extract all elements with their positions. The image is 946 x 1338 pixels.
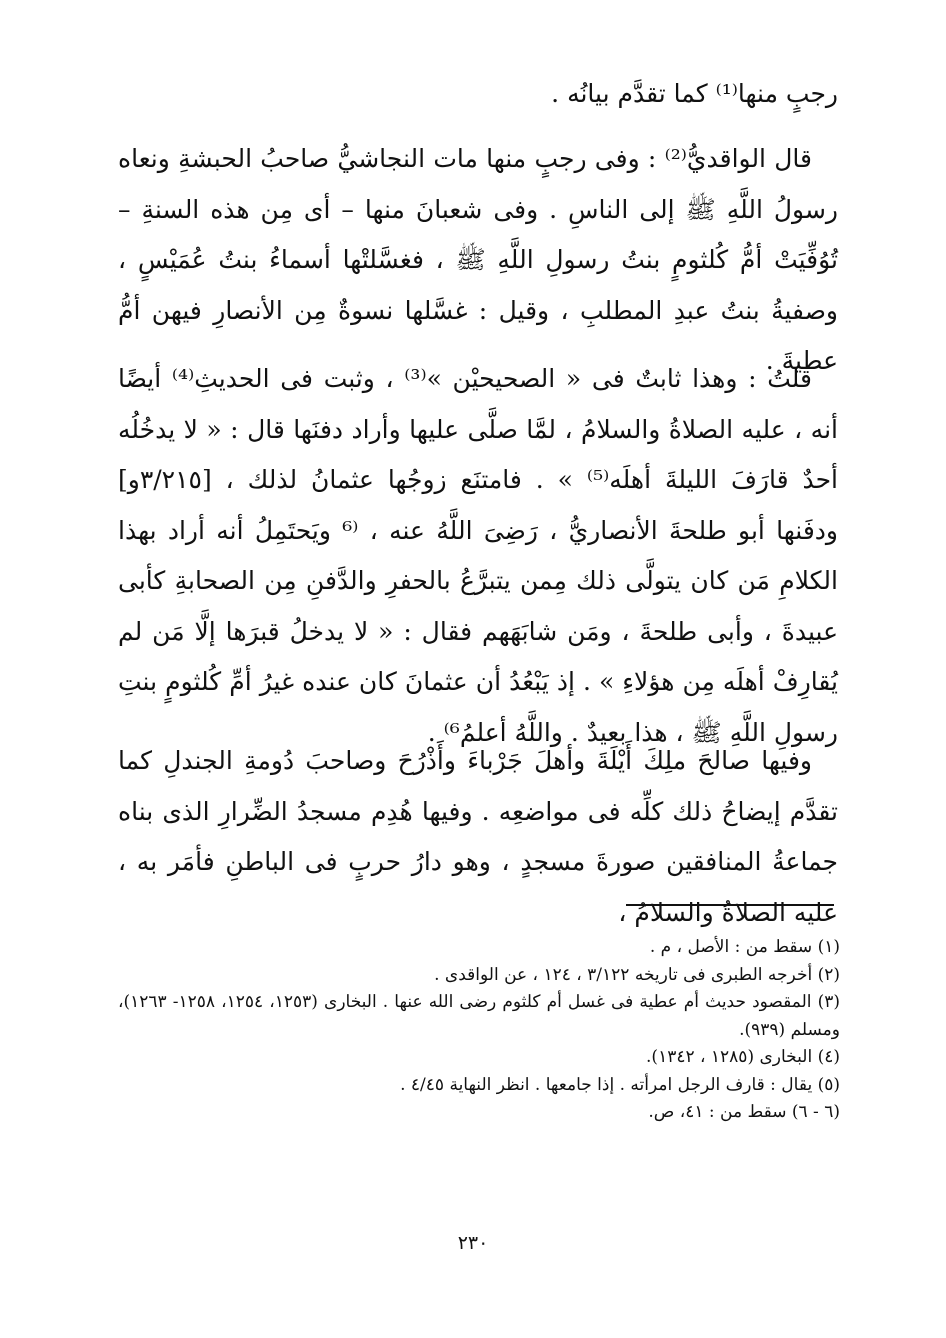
footnote-item: (٥) يقال : قارف الرجل امرأته . إذا جامعها . انظر النهاية ٤/٤٥ . [400,1074,840,1095]
paragraph-continuation: رجبٍ منها⁽¹⁾ كما تقدَّم بيانُه . [551,79,838,108]
footnote-separator [626,904,834,906]
footnotes-list [118,934,840,1127]
footnote-item: (٢) أخرجه الطبرى فى تاريخه ٣/١٢٢ ، ١٢٤ ، عن الواقدى . [434,964,840,985]
paragraph-commentary: قلتُ : وهذا ثابتٌ فى « الصحيحيْن »⁽³⁾ ، وثبت فى الحديثِ⁽⁴⁾ أيضًا أنه ، عليه الصلاةُ والسلامُ ، لمَّا صلَّى عليها وأراد دفنَها قال : « لا يدخُلُه أحدٌ قارَفَ الليلةَ أهلَه⁽⁵⁾ » . فامتنَع زوجُها عثمانُ لذلك ، [٣/٢١٥و] ودفَنها أبو طلحةَ الأنصاريُّ ، رَضِىَ اللَّهُ عنه ، ⁽⁶ ويَحتَمِلُ أنه أراد بهذا الكلامِ مَن كان يتولَّى ذلك مِمن يتبرَّعُ بالحفرِ والدَّفنِ مِن الصحابةِ كأبى عبيدةَ ، وأبى طلحةَ ، ومَن شابَهَهم فقال : « لا يدخلُ قبرَها إلَّا مَن لم يُقارِفْ أهلَه مِن هؤلاءِ » . إذ يَبْعُدُ أن عثمانَ كان عنده غيرُ أمِّ كُلثومٍ بنتِ رسولِ اللَّهِ ﷺ ، هذا بعيدٌ . واللَّهُ أعلمُ⁶⁾ . [118,364,838,747]
paragraph-waqidi: قال الواقديُّ⁽²⁾ : وفى رجبٍ منها مات النجاشيُّ صاحبُ الحبشةِ ونعاه رسولُ اللَّهِ ﷺ إلى الناسِ . وفى شعبانَ منها – أى مِن هذه السنةِ – تُوُفِّيَتْ أمُّ كُلثومٍ بنتُ رسولِ اللَّهِ ﷺ ، فغسَّلتْها أسماءُ بنتُ عُمَيْسٍ ، وصفيةُ بنتُ عبدِ المطلبِ ، وقيل : غسَّلها نسوةٌ مِن الأنصارِ فيهن أمُّ عطيةَ . [118,144,838,375]
footnote-item: (١) سقط من : الأصل ، م . [649,937,840,957]
footnote-item: (٤) البخارى (١٢٨٥ ، ١٣٤٢). [646,1047,840,1067]
footnote-item: (٦ - ٦) سقط من : ٤١، ص. [648,1102,840,1122]
footnote-item: (٣) المقصود حديث أم عطية فى غسل أم كلثوم رضى الله عنها . البخارى (١٢٥٣، ١٢٥٤، ١٢٥٨- ١٢٦٣)، ومسلم (٩٣٩). [118,992,841,1040]
page-number: ٢٣٠ [457,1232,489,1254]
paragraph-treaties: وفيها صالحَ ملِكَ أَيْلَةَ وأهلَ جَرْباءَ وأَذْرُحَ وصاحبَ دُومةِ الجندلِ كما تقدَّم إيضاحُ ذلك كلِّه فى مواضعِه . وفيها هُدِم مسجدُ الضِّرارِ الذى بناه جماعةُ المنافقين صورةَ مسجدٍ ، وهو دارُ حربٍ فى الباطنِ فأمَر به ، عليه الصلاةُ والسلامُ ، [118,746,838,927]
